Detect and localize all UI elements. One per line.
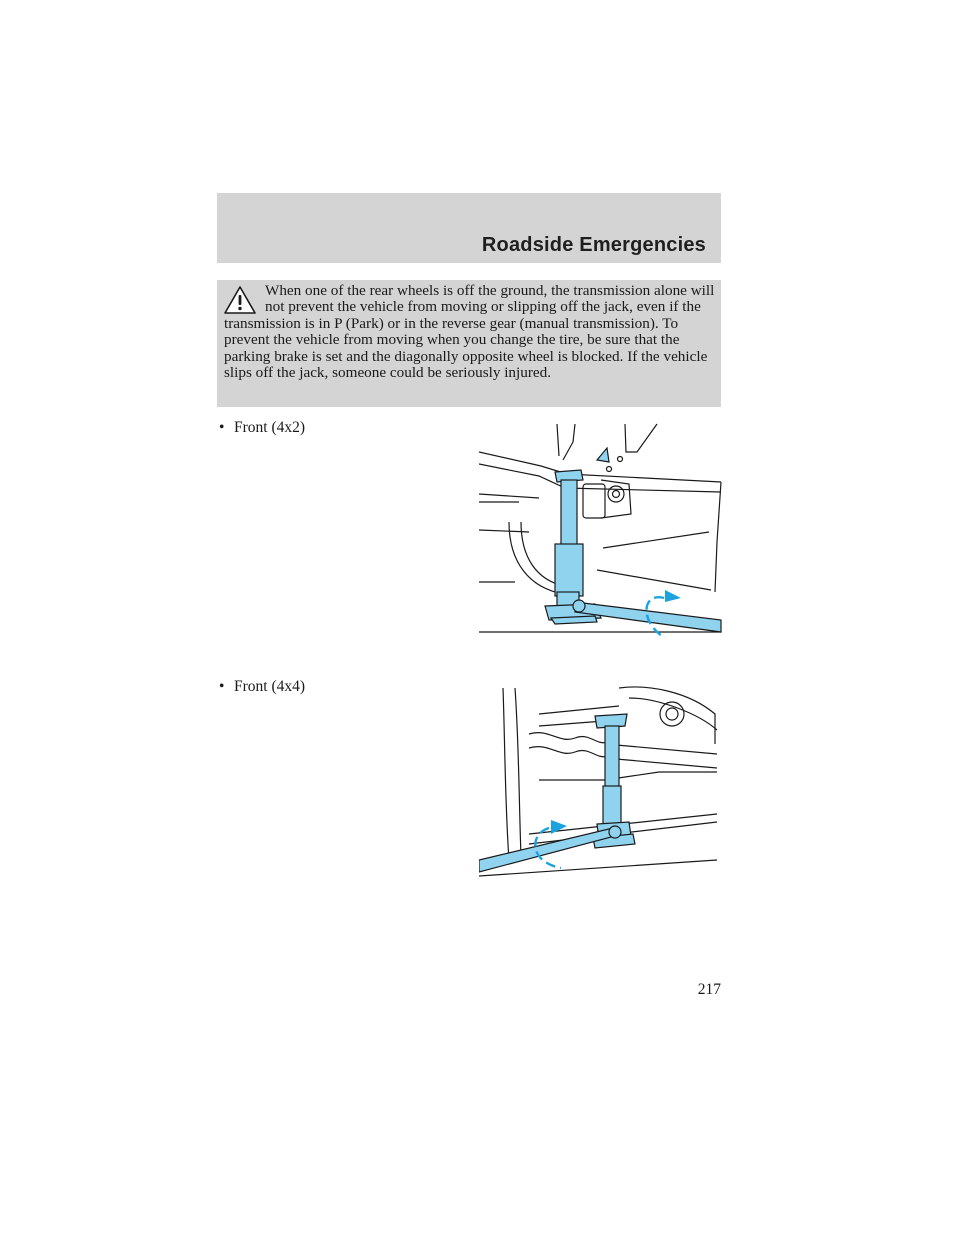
warning-box [217,280,721,407]
page-number: 217 [697,981,721,998]
list-item-label: Front (4x4) [234,678,306,695]
bullet-marker: • [219,419,225,436]
list-item-front-4x2 [219,419,305,437]
bullet-marker: • [219,678,225,695]
list-item-front-4x4 [219,678,305,696]
section-title: Roadside Emergencies [481,234,706,256]
warning-text: When one of the rear wheels is off the ground, the transmission alone will not prevent the vehicle from moving or slipping off the jack, even if the transmission is in P (Park) or in the reverse gear (manual transmission). To prevent the vehicle from moving when you change the tire, be sure that the parking brake is set and the diagonally opposite wheel is blocked. If the vehicle slips off the jack, someone could be seriously injured. [224,282,715,382]
jack-illustration-front-4x2 [479,422,724,638]
section-header-band [217,193,721,263]
list-item-label: Front (4x2) [234,419,306,436]
jack-illustration-front-4x4 [479,684,724,878]
